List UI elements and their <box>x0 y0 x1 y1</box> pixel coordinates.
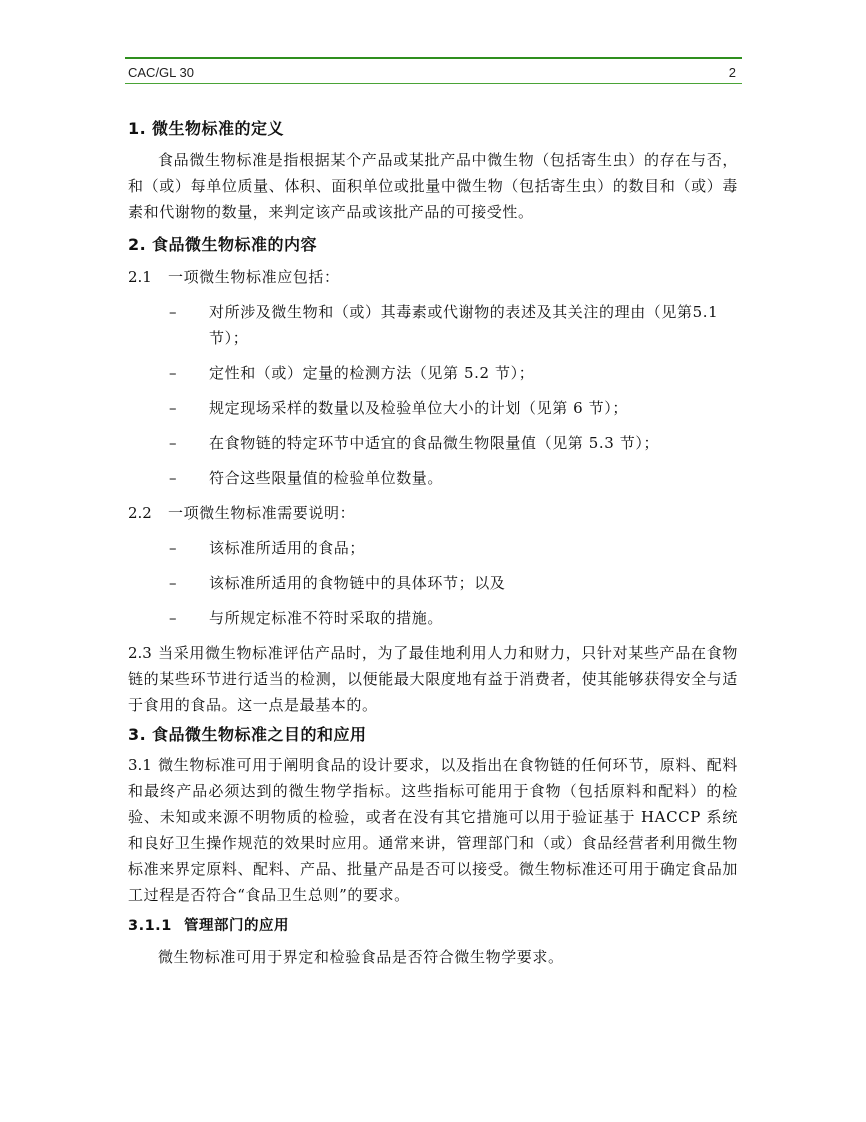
header-bottom-rule <box>125 83 742 84</box>
paragraph-3-1-text: 微生物标准可用于阐明食品的设计要求，以及指出在食物链的任何环节，原料、配料和最终产品必须达到的微生物学指标。这些指标可能用于食物（包括原料和配料）的检验、未知或来源不明物质的检验，或者在没有其它措施可以用于验证基于 HACCP 系统和良好卫生操作规范的效果时应用。通常来讲，管理部门和（或）食品经营者利用微生物标准来界定原料、配料、产品、批量产品是否可以接受。微生物标准还可用于确定食品加工过程是否符合“食品卫生总则”的要求。 <box>128 756 738 904</box>
paragraph-2-1-text: 一项微生物标准应包括： <box>168 268 340 286</box>
list-item-text: 与所规定标准不符时采取的措施。 <box>209 609 444 627</box>
paragraph-2-1-number: 2.1 <box>128 268 152 286</box>
dash-marker: – <box>169 399 178 417</box>
paragraph-3-1 <box>128 752 738 908</box>
section-3-number: 3. <box>128 725 147 744</box>
section-1-title: 微生物标准的定义 <box>152 119 285 138</box>
list-item <box>128 570 738 596</box>
list-item <box>128 535 738 561</box>
paragraph-2-3 <box>128 640 738 718</box>
section-1-heading <box>128 118 738 140</box>
list-item-text: 对所涉及微生物和（或）其毒素或代谢物的表述及其关注的理由（见第5.1 节）； <box>209 303 719 347</box>
subsection-3-1-1-title: 管理部门的应用 <box>184 918 289 934</box>
list-item <box>128 465 738 491</box>
section-1-body: 食品微生物标准是指根据某个产品或某批产品中微生物（包括寄生虫）的存在与否，和（或）每单位质量、体积、面积单位或批量中微生物（包括寄生虫）的数目和（或）毒素和代谢物的数量，来判定该产品或该批产品的可接受性。 <box>128 151 738 221</box>
subsection-3-1-1-body: 微生物标准可用于界定和检验食品是否符合微生物学要求。 <box>158 948 564 966</box>
dash-marker: – <box>169 303 178 321</box>
paragraph-3-1-number: 3.1 <box>128 756 152 774</box>
dash-marker: – <box>169 539 178 557</box>
section-3-heading <box>128 724 738 746</box>
paragraph-2-2-text: 一项微生物标准需要说明： <box>168 504 356 522</box>
dash-marker: – <box>169 434 178 452</box>
paragraph-2-2-number: 2.2 <box>128 504 152 522</box>
document-code: CAC/GL 30 <box>128 65 194 80</box>
section-2-title: 食品微生物标准的内容 <box>152 235 318 254</box>
paragraph-2-3-number: 2.3 <box>128 644 152 662</box>
list-item <box>128 395 738 421</box>
section-3-title: 食品微生物标准之目的和应用 <box>152 725 367 744</box>
header-top-rule <box>125 57 742 59</box>
list-item-text: 在食物链的特定环节中适宜的食品微生物限量值（见第 5.3 节）； <box>209 434 660 452</box>
list-2-1 <box>128 299 738 491</box>
section-2-heading <box>128 234 738 256</box>
list-item-text: 该标准所适用的食品； <box>209 539 366 557</box>
section-2-number: 2. <box>128 235 147 254</box>
list-item <box>128 360 738 386</box>
list-item <box>128 299 738 351</box>
list-item <box>128 605 738 631</box>
list-item-text: 定性和（或）定量的检测方法（见第 5.2 节）； <box>209 364 535 382</box>
list-item-text: 规定现场采样的数量以及检验单位大小的计划（见第 6 节）； <box>209 399 628 417</box>
list-2-2 <box>128 535 738 631</box>
paragraph-2-3-text: 当采用微生物标准评估产品时，为了最佳地利用人力和财力，只针对某些产品在食物链的某些环节进行适当的检测，以便能最大限度地有益于消费者，使其能够获得安全与适于食用的食品。这一点是最基本的。 <box>128 644 738 714</box>
page-content <box>128 118 738 970</box>
dash-marker: – <box>169 574 178 592</box>
paragraph-2-1 <box>128 264 738 290</box>
list-item-text: 该标准所适用的食物链中的具体环节；以及 <box>209 574 506 592</box>
dash-marker: – <box>169 609 178 627</box>
section-1-number: 1. <box>128 119 147 138</box>
list-item <box>128 430 738 456</box>
subsection-3-1-1-number: 3.1.1 <box>128 918 172 934</box>
subsection-3-1-1-heading <box>128 915 738 937</box>
dash-marker: – <box>169 364 178 382</box>
list-item-text: 符合这些限量值的检验单位数量。 <box>209 469 444 487</box>
paragraph-2-2 <box>128 500 738 526</box>
page-number: 2 <box>728 65 736 80</box>
dash-marker: – <box>169 469 178 487</box>
